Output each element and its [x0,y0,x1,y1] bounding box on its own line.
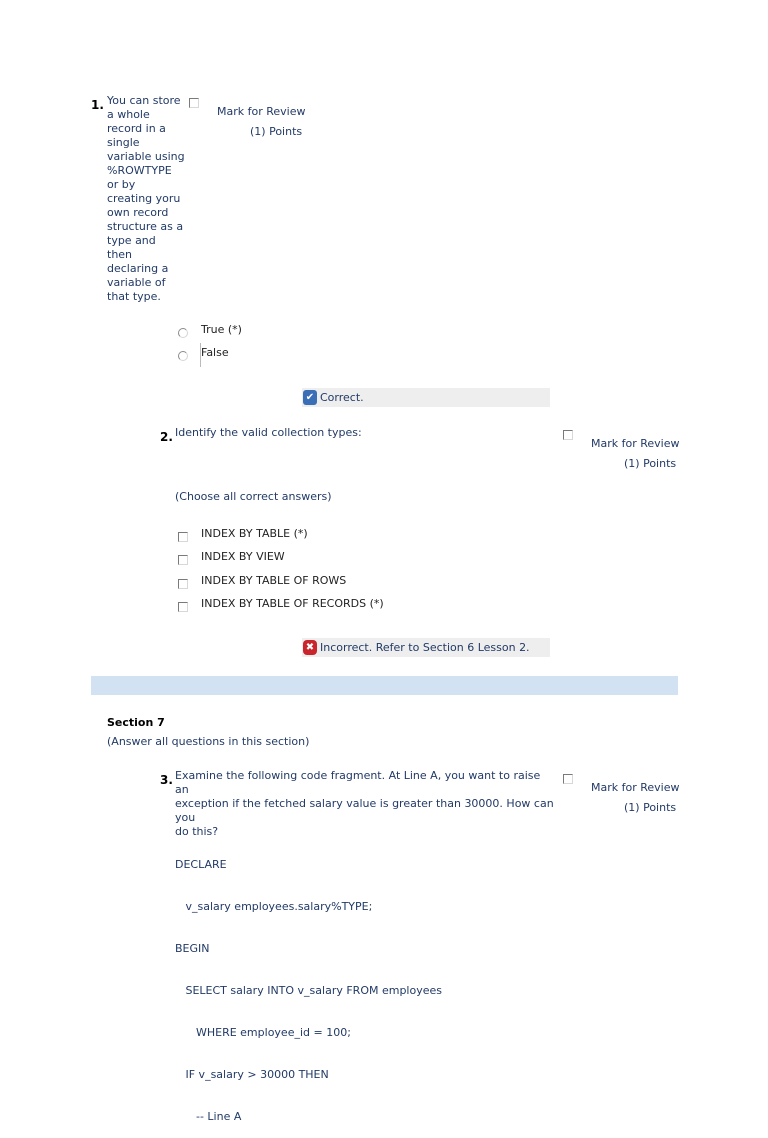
answer-checkbox[interactable] [178,602,188,612]
question-number: 3. [160,773,173,787]
code-line: IF v_salary > 30000 THEN [175,1068,329,1081]
question-text-line: structure as a [107,220,184,233]
question-number: 2. [160,430,173,444]
feedback-text: Incorrect. Refer to Section 6 Lesson 2. [320,641,530,654]
question-text-line: type and [107,234,156,247]
feedback-text: Correct. [320,391,364,404]
feedback-correct [302,388,550,407]
mark-for-review-checkbox[interactable] [563,774,573,784]
question-text-line: single [107,136,140,149]
question-text-line: own record [107,206,169,219]
section-title: Section 7 [107,716,165,729]
question-text-line: that type. [107,290,161,303]
answer-checkbox[interactable] [178,555,188,565]
question-text [107,94,185,304]
question-text-line: declaring a [107,262,169,275]
code-line: DECLARE [175,858,227,871]
answer-radio-true[interactable] [178,328,188,338]
question-text-line: creating yoru [107,192,181,205]
question-number: 1. [91,98,104,112]
code-line: v_salary employees.salary%TYPE; [175,900,373,913]
answer-radio-false[interactable] [178,351,188,361]
option-divider [200,343,201,367]
answer-label[interactable]: INDEX BY TABLE OF RECORDS (*) [201,597,384,610]
question-text-line: record in a [107,122,166,135]
x-icon: ✖ [303,640,317,655]
mark-for-review-label: Mark for Review [217,105,306,118]
answer-label[interactable]: INDEX BY TABLE (*) [201,527,308,540]
answer-label[interactable]: INDEX BY VIEW [201,550,285,563]
answer-instruction: (Choose all correct answers) [175,490,332,503]
code-line: -- Line A [175,1110,242,1123]
question-text-line: variable using [107,150,185,163]
code-line: SELECT salary INTO v_salary FROM employees [175,984,442,997]
question-text-line: Examine the following code fragment. At Line A, you want to raise an [175,769,541,796]
answer-checkbox[interactable] [178,532,188,542]
question-text-line: then [107,248,133,261]
question-text-line: You can store [107,94,181,107]
question-text-line: variable of [107,276,166,289]
code-fragment [175,830,442,1138]
question-text-line: do this? [175,825,219,838]
mark-for-review-checkbox[interactable] [189,98,199,108]
question-text-line: exception if the fetched salary value is greater than 30000. How can you [175,797,554,824]
section-subtitle: (Answer all questions in this section) [107,735,310,748]
points-label: (1) Points [624,457,677,470]
mark-for-review-label: Mark for Review [591,781,680,794]
answer-label-true[interactable]: True (*) [201,323,242,336]
mark-for-review-label: Mark for Review [591,437,680,450]
answer-label-false[interactable]: False [201,346,229,359]
question-text-line: %ROWTYPE [107,164,172,177]
points-label: (1) Points [250,125,303,138]
question-text [175,769,555,839]
question-text: Identify the valid collection types: [175,426,362,439]
points-label: (1) Points [624,801,677,814]
answer-checkbox[interactable] [178,579,188,589]
question-text-line: or by [107,178,136,191]
code-line: WHERE employee_id = 100; [175,1026,351,1039]
section-divider [91,676,678,695]
code-line: BEGIN [175,942,210,955]
mark-for-review-checkbox[interactable] [563,430,573,440]
feedback-incorrect [302,638,550,657]
checkmark-icon: ✔ [303,390,317,405]
question-text-line: a whole [107,108,150,121]
answer-label[interactable]: INDEX BY TABLE OF ROWS [201,574,347,587]
